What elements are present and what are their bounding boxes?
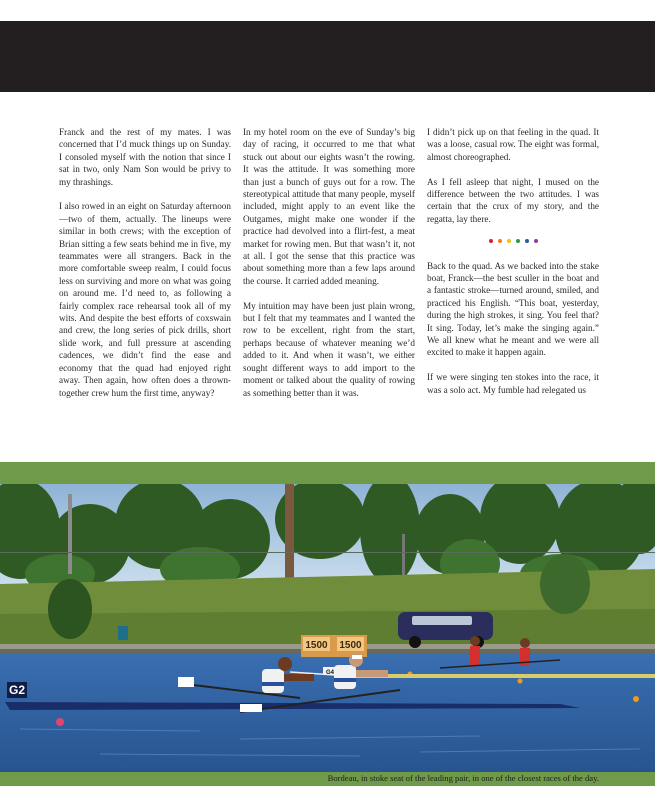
paragraph: If we were singing ten stokes into the race, it was a solo act. My fumble had relegated us: [427, 372, 599, 395]
bow-number: G4: [325, 670, 335, 676]
photo-caption: Bordeau, in stoke seat of the leading pair, in one of the closest races of the day.: [327, 773, 599, 783]
paragraph: My intuition may have been just plain wrong, but I felt that my teammates and I wanted the row to be excellent, right from the start, perhaps because of whatever meaning we’d added to it. And when it wasn’t, we either sought different ways to add import to the moment or talked about the quality of rowing as something better than it was.: [243, 300, 415, 398]
distance-marker-left: 1500: [305, 640, 328, 651]
paragraph: Back to the quad. As we backed into the stake boat, Franck—the best sculler in the boat and a fantastic stroke—turned around, smiled, and practiced his English. “This boat, yesterday, during the high strokes, it sing. You feel that? It sing. Today, let’s make the singing again.” We all knew what he meant and we were all excited to make it happen again.: [427, 260, 599, 358]
paragraph: Franck and the rest of my mates. I was concerned that I’d muck things up on Sunday. I consoled myself with the notion that since I sat in two, only Nam Son would be privy to my thrashings.: [59, 127, 231, 187]
shrub: [48, 579, 92, 639]
section-divider-dots: [427, 238, 599, 244]
divider-dot: [498, 239, 502, 243]
paragraph: I also rowed in an eight on Saturday afternoon—two of them, actually. The lineups were similar in both crews; with the exception of Brian sitting a few seats behind me in five, my teammates were all strangers. Back in the more comfortable sweep realm, I could focus less on surviving and more on what was going on around me. I’d need to, as following a fairly complex race rehearsal took all of my wits. And despite the best efforts of coxswain and crew, the long series of pick drills, short slide work, and full pressure at ascending cadences, we didn’t find the ease and economy that the quad had enjoyed right away. Then again, how often does a thrown-together crew hum the first time, anyway?: [59, 201, 231, 398]
buoy-red: [56, 718, 64, 726]
photo-illustration: [0, 484, 655, 774]
light-pole: [68, 494, 72, 574]
caption-band: [0, 772, 655, 786]
paragraph: As I fell asleep that night, I mused on the difference between the two attitudes. I was certain that the crux of my story, and the regatta, lay there.: [427, 176, 599, 224]
article-column-2: [243, 126, 415, 411]
divider-dot: [516, 239, 520, 243]
article-column-3: [427, 126, 599, 408]
rowing-race-photo: [0, 484, 655, 774]
divider-dot: [525, 239, 529, 243]
shrub: [540, 554, 590, 614]
lane-label: G2: [8, 683, 26, 697]
fence: [0, 552, 655, 553]
divider-dot: [507, 239, 511, 243]
divider-dot: [489, 239, 493, 243]
photo-top-band: [0, 462, 655, 484]
divider-dot: [534, 239, 538, 243]
header-band: [0, 21, 655, 92]
paragraph: In my hotel room on the eve of Sunday’s big day of racing, it occurred to me that what stuck out about our eights wasn’t the rowing. It was the attitude. It was something more than just a bunch of guys out for a row. The stereotypical attitude that many people, myself included, might apply to an event like the Outgames, might make one wonder if the practice had devolved into a flirt-fest, a meat market for rowing men. But that wasn’t it, not at all. I got the sense that this practice was about something more than a few laps around the course. It carried added meaning.: [243, 127, 415, 286]
bin: [118, 626, 128, 640]
distance-marker-right: 1500: [339, 640, 362, 651]
paragraph: I didn’t pick up on that feeling in the quad. It was a loose, casual row. The eight was formal, almost choreographed.: [427, 127, 599, 162]
article-column-1: [59, 126, 231, 411]
